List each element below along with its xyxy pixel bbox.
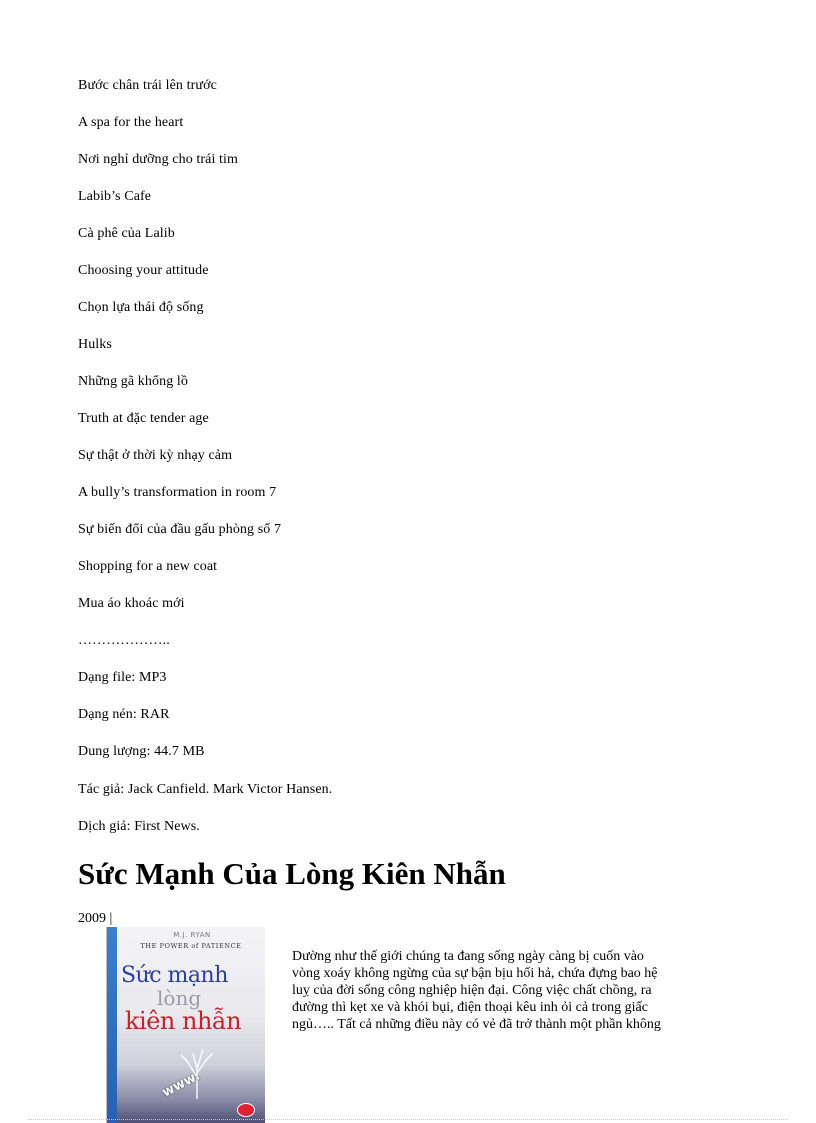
text-line: A bully’s transformation in room 7 (78, 485, 277, 500)
compression-line: Dạng nén: RAR (78, 707, 170, 722)
translator-line: Dịch giả: First News. (78, 819, 200, 834)
cover-author: M.J. RYAN (173, 931, 211, 939)
text-line: Choosing your attitude (78, 263, 209, 278)
cover-spine (107, 927, 117, 1123)
cover-title-line3: kiên nhẫn (125, 1007, 242, 1035)
file-format-line: Dạng file: MP3 (78, 670, 167, 685)
publisher-logo-icon (237, 1103, 255, 1117)
text-line: A spa for the heart (78, 115, 184, 130)
article-paragraph (292, 948, 726, 1033)
cover-watermark: www. (159, 1068, 203, 1101)
paragraph-line: luỵ của đời sống công nghiệp hiện đại. Công việc chất chồng, ra (292, 983, 652, 998)
text-line: Labib’s Cafe (78, 189, 152, 204)
article-year: 2009 | (78, 911, 113, 926)
paragraph-line: Dường như thế giới chúng ta đang sống ngày càng bị cuốn vào (292, 949, 644, 964)
text-line: Hulks (78, 337, 112, 352)
cover-title-line1: Sức mạnh (121, 963, 228, 988)
text-line: Cà phê của Lalib (78, 226, 175, 241)
text-line: Sự thật ở thời kỳ nhạy cảm (78, 448, 233, 463)
author-line: Tác giả: Jack Canfield. Mark Victor Hansen. (78, 782, 333, 797)
book-cover-image (106, 927, 265, 1123)
paragraph-line: ngủ….. Tất cả những điều này có vẻ đã trở thành một phần không (292, 1017, 661, 1032)
paragraph-line: vòng xoáy không ngừng của sự bận bịu hối hả, chứa đựng bao hệ (292, 966, 658, 981)
page-bottom-divider (28, 1119, 788, 1120)
text-line: Chọn lựa thái độ sống (78, 300, 204, 315)
article-title: Sức Mạnh Của Lòng Kiên Nhẫn (78, 856, 506, 891)
paragraph-line: đường thì kẹt xe và khói bụi, điện thoại kêu inh ỏi cả trong giấc (292, 1000, 648, 1015)
text-line: Mua áo khoác mới (78, 596, 185, 611)
text-line: Truth at đặc tender age (78, 411, 209, 426)
text-line: Những gã khổng lồ (78, 374, 189, 389)
text-line: Nơi nghỉ dưỡng cho trái tim (78, 152, 239, 167)
text-line: Sự biến đổi của đầu gấu phòng số 7 (78, 522, 282, 537)
text-line: Bước chân trái lên trước (78, 78, 217, 93)
cover-title-line2: lòng (157, 986, 202, 1010)
file-size-line: Dung lượng: 44.7 MB (78, 744, 205, 759)
ellipsis-line: ……………….. (78, 633, 170, 648)
cover-english-title: THE POWER of PATIENCE (140, 942, 242, 950)
text-line: Shopping for a new coat (78, 559, 218, 574)
